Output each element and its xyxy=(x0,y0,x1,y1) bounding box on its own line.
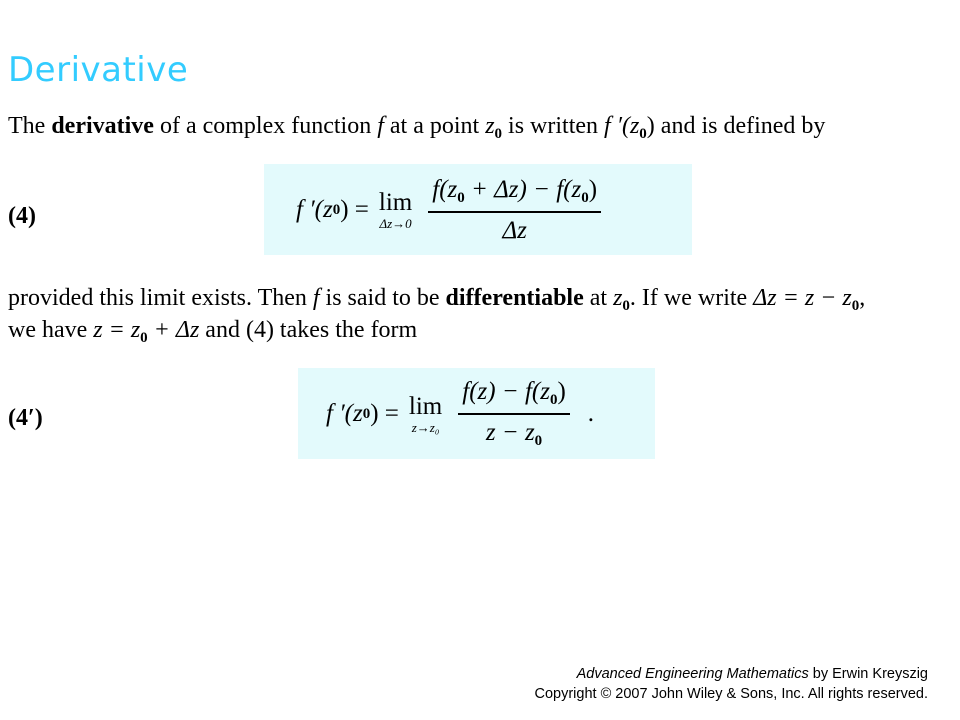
delta-expression: Δz = z − z xyxy=(753,285,852,311)
intro-text: of a complex function xyxy=(153,113,378,139)
num-part: ) xyxy=(588,175,598,203)
subscript: 0 xyxy=(581,189,589,206)
den-part: z − z xyxy=(485,419,535,446)
copyright-line: Copyright © 2007 John Wiley & Sons, Inc. All rights reserved. xyxy=(534,686,928,702)
copyright-footer xyxy=(534,664,928,704)
intro-text: and is defined by xyxy=(654,113,826,139)
para-text: and (4) takes the form xyxy=(199,317,418,343)
lim-subscript: Δz→0 xyxy=(379,216,412,231)
subscript: 0 xyxy=(534,433,543,449)
paragraph-2-line-2 xyxy=(8,314,417,354)
eq4-limit xyxy=(379,190,412,230)
eq4-numerator xyxy=(428,176,601,213)
eq4p-limit xyxy=(409,394,442,434)
equation-4prime xyxy=(326,378,594,450)
subscript: 0 xyxy=(851,298,860,314)
intro-text: at a point xyxy=(383,113,486,139)
lim-word: lim xyxy=(378,189,413,216)
term-differentiable: differentiable xyxy=(445,285,584,311)
equation-4-label: (4) xyxy=(8,203,36,229)
para-text: we have xyxy=(8,317,94,343)
para-text: , xyxy=(859,285,866,311)
subscript: 0 xyxy=(140,330,148,346)
eq4p-denominator xyxy=(486,415,542,450)
book-citation xyxy=(534,664,928,684)
eq4p-period: . xyxy=(587,400,595,427)
eq4-denominator: Δz xyxy=(502,216,527,244)
eq4-lhs: f ′(z xyxy=(296,196,333,223)
eq4p-equals: ) = xyxy=(370,400,399,427)
z-expression: z = z xyxy=(93,317,141,343)
subscript: 0 xyxy=(457,189,465,206)
intro-text: is written xyxy=(502,113,605,139)
eq4-equals: ) = xyxy=(340,196,369,223)
lim-word: lim xyxy=(408,393,443,420)
num-part: f(z) − f(z xyxy=(462,378,550,405)
para-text: provided this limit exists. Then xyxy=(8,285,313,311)
eq4p-lhs: f ′(z xyxy=(326,400,363,427)
book-author: by Erwin Kreyszig xyxy=(808,666,928,682)
symbol-z: z xyxy=(485,113,495,139)
symbol-z: z xyxy=(613,285,623,311)
symbol-fprime: f ′(z xyxy=(604,113,640,139)
para-text: is said to be xyxy=(319,285,446,311)
eq4-fraction xyxy=(428,176,601,245)
num-part: ) xyxy=(557,378,566,405)
intro-text: ) xyxy=(646,113,655,139)
intro-paragraph xyxy=(8,110,825,150)
subscript: 0 xyxy=(362,405,371,422)
eq4p-fraction xyxy=(458,378,570,450)
symbol-f: f xyxy=(312,285,320,311)
slide-title: Derivative xyxy=(8,50,189,90)
term-derivative: derivative xyxy=(51,113,154,139)
symbol-f: f xyxy=(377,113,384,139)
subscript: 0 xyxy=(332,201,341,218)
subscript: 0 xyxy=(639,126,647,142)
eq4p-numerator xyxy=(458,378,570,415)
lim-subscript: z→z₀ xyxy=(411,420,440,435)
subscript: 0 xyxy=(494,126,503,142)
subscript: 0 xyxy=(622,298,630,314)
equation-4 xyxy=(296,174,601,246)
para-text: . If we write xyxy=(629,285,754,311)
para-text: at xyxy=(583,285,614,311)
equation-4prime-label: (4′) xyxy=(8,405,43,431)
num-part: f(z xyxy=(432,175,458,203)
subscript: 0 xyxy=(549,392,558,408)
z-expression: + Δz xyxy=(147,317,200,343)
num-part: + Δz) − f(z xyxy=(464,175,582,203)
book-title: Advanced Engineering Mathematics xyxy=(576,666,809,682)
intro-text: The xyxy=(8,113,52,139)
